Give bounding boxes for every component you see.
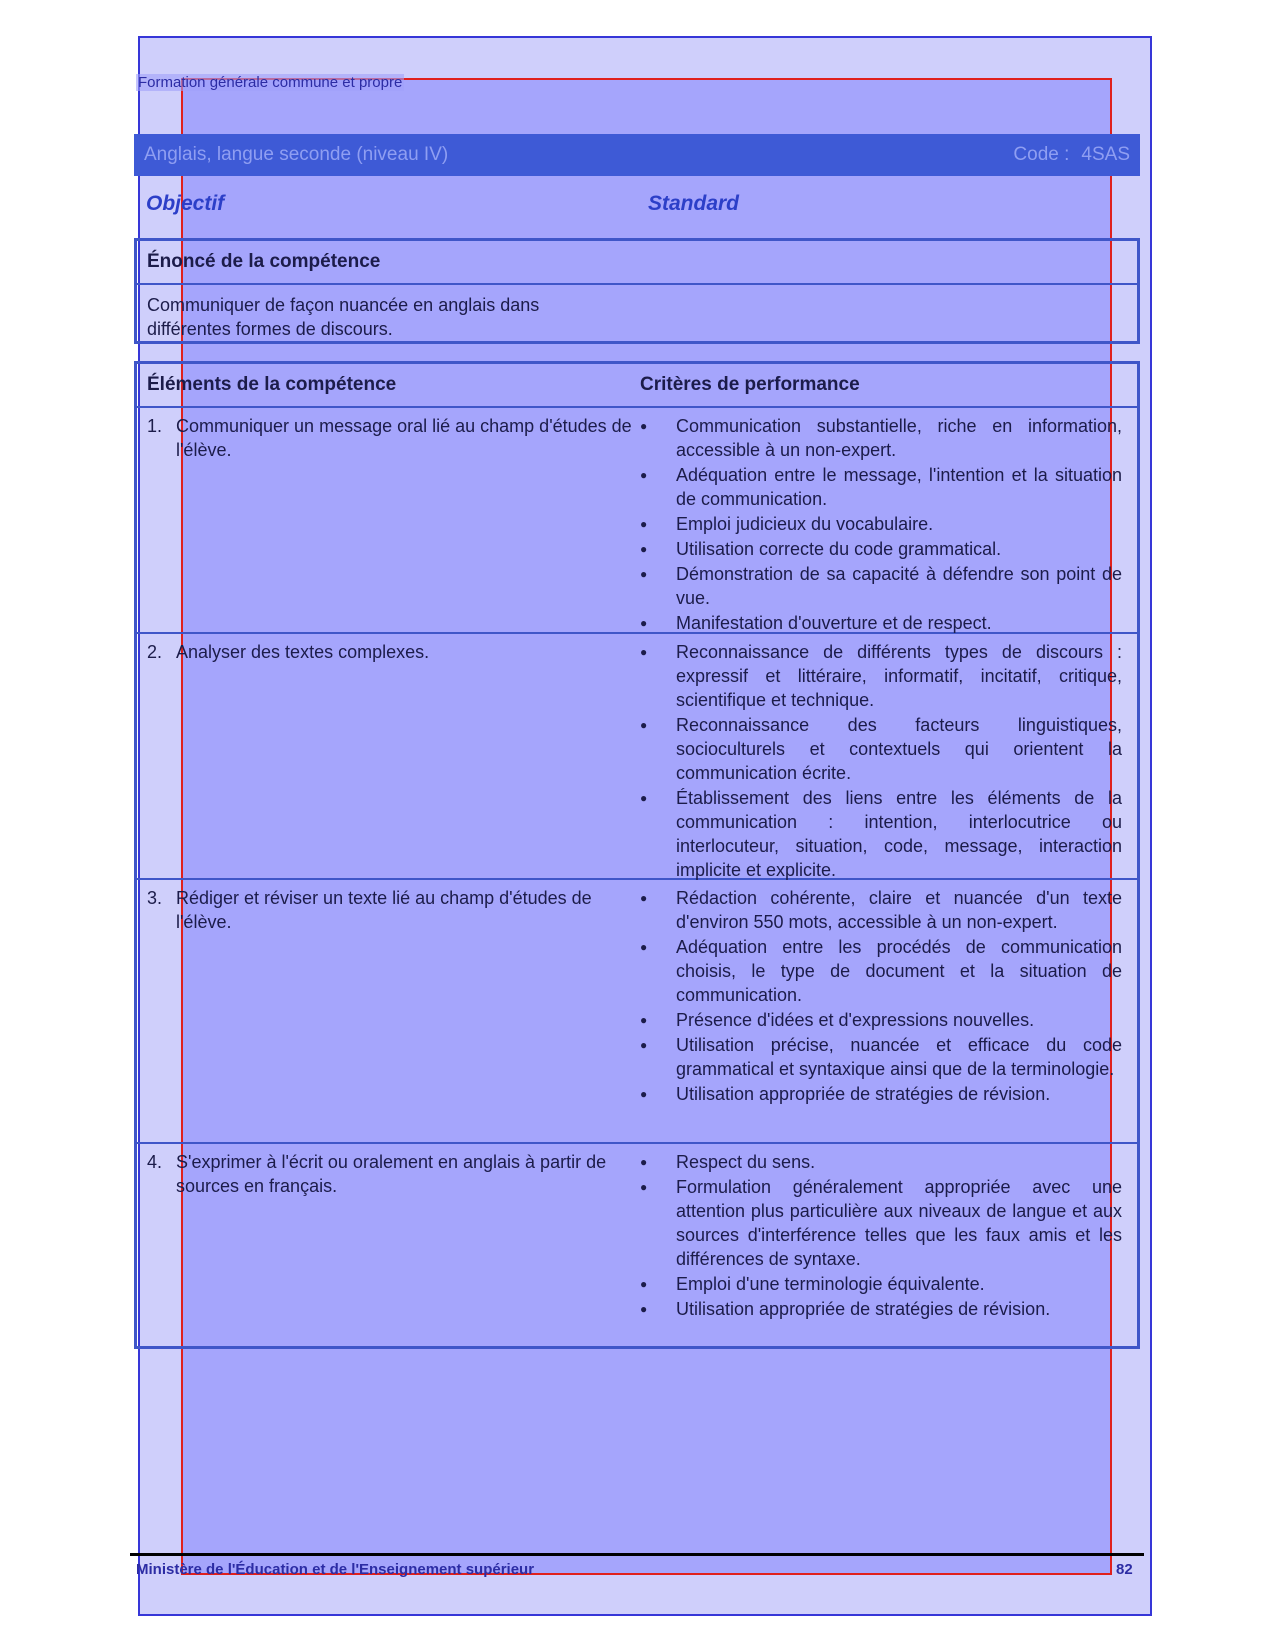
criterion-item bbox=[640, 1008, 1130, 1032]
element-cell bbox=[137, 640, 640, 878]
bullet-icon: ● bbox=[640, 1087, 648, 1101]
standard-label: Standard bbox=[648, 192, 740, 215]
element-cell bbox=[137, 414, 640, 632]
element-text: Communiquer un message oral lié au champ d'études de l'élève. bbox=[176, 416, 632, 460]
criterion-text: Utilisation correcte du code grammatical. bbox=[676, 539, 1002, 559]
element-number: 1. bbox=[147, 416, 163, 436]
criterion-item bbox=[640, 1082, 1130, 1106]
criterion-text: Communication substantielle, riche en information, accessible à un non-expert. bbox=[676, 416, 1122, 460]
course-code-value: 4SAS bbox=[1081, 144, 1130, 165]
bullet-icon: ● bbox=[640, 567, 648, 581]
criterion-item bbox=[640, 886, 1130, 934]
criterion-text: Démonstration de sa capacité à défendre son point de vue. bbox=[676, 564, 1122, 608]
element-cell bbox=[137, 1150, 640, 1322]
course-title-bar bbox=[134, 134, 1140, 176]
footer-ministry: Ministère de l'Éducation et de l'Enseignement supérieur bbox=[136, 1561, 535, 1578]
bullet-icon: ● bbox=[640, 791, 648, 805]
criterion-item bbox=[640, 1033, 1130, 1081]
criteria-cell bbox=[640, 640, 1130, 878]
bullet-icon: ● bbox=[640, 1302, 648, 1316]
criteria-cell bbox=[640, 414, 1130, 632]
table-row bbox=[137, 408, 1137, 634]
bullet-icon: ● bbox=[640, 1277, 648, 1291]
criteria-heading: Critères de performance bbox=[640, 374, 860, 395]
competence-box bbox=[134, 238, 1140, 344]
element-cell bbox=[137, 886, 640, 1142]
criterion-text: Utilisation précise, nuancée et efficace du code grammatical et syntaxique ainsi que de la terminologie. bbox=[676, 1035, 1122, 1079]
criterion-text: Établissement des liens entre les éléments de la communication : intention, interlocutrice ou interlocuteur, situation, code, message, interaction implicite et explicite. bbox=[676, 788, 1122, 880]
criterion-text: Utilisation appropriée de stratégies de révision. bbox=[676, 1084, 1051, 1104]
table-header bbox=[137, 364, 1137, 408]
criterion-item bbox=[640, 562, 1130, 610]
criterion-text: Emploi judicieux du vocabulaire. bbox=[676, 514, 934, 534]
competence-heading: Énoncé de la compétence bbox=[137, 241, 1137, 285]
criterion-text: Respect du sens. bbox=[676, 1152, 816, 1172]
criterion-item bbox=[640, 1175, 1130, 1271]
criterion-item bbox=[640, 1297, 1130, 1321]
criterion-item bbox=[640, 1272, 1130, 1296]
criterion-text: Rédaction cohérente, claire et nuancée d'un texte d'environ 550 mots, accessible à un non-expert. bbox=[676, 888, 1122, 932]
element-number: 4. bbox=[147, 1152, 163, 1172]
table-row bbox=[137, 880, 1137, 1144]
criteria-cell bbox=[640, 886, 1130, 1142]
bullet-icon: ● bbox=[640, 542, 648, 556]
element-number: 2. bbox=[147, 642, 163, 662]
criterion-item bbox=[640, 537, 1130, 561]
criterion-text: Reconnaissance de différents types de discours : expressif et littéraire, informatif, incitatif, critique, scientifique et technique. bbox=[676, 642, 1122, 710]
competence-table bbox=[134, 361, 1140, 1349]
criterion-item bbox=[640, 611, 1130, 635]
criterion-item bbox=[640, 713, 1130, 785]
criterion-item bbox=[640, 640, 1130, 712]
criterion-item bbox=[640, 512, 1130, 536]
element-text: Analyser des textes complexes. bbox=[176, 642, 430, 662]
objective-label: Objectif bbox=[146, 192, 225, 215]
running-head: Formation générale commune et propre bbox=[138, 74, 403, 91]
criterion-text: Adéquation entre les procédés de communication choisis, le type de document et la situation de communication. bbox=[676, 937, 1122, 1005]
bullet-icon: ● bbox=[640, 1013, 648, 1027]
criterion-text: Formulation généralement appropriée avec une attention plus particulière aux niveaux de langue et aux sources d'interférence telles que les faux amis et les différences de syntaxe. bbox=[676, 1177, 1122, 1269]
bullet-icon: ● bbox=[640, 940, 648, 954]
table-row bbox=[137, 634, 1137, 880]
table-body bbox=[137, 408, 1137, 1322]
criterion-text: Présence d'idées et d'expressions nouvelles. bbox=[676, 1010, 1035, 1030]
criteria-cell bbox=[640, 1150, 1130, 1322]
criterion-text: Manifestation d'ouverture et de respect. bbox=[676, 613, 992, 633]
course-title: Anglais, langue seconde (niveau IV) bbox=[144, 144, 449, 165]
footer-rule bbox=[130, 1553, 1144, 1556]
bullet-icon: ● bbox=[640, 891, 648, 905]
element-text: Rédiger et réviser un texte lié au champ d'études de l'élève. bbox=[176, 888, 592, 932]
criterion-text: Adéquation entre le message, l'intention et la situation de communication. bbox=[676, 465, 1122, 509]
criterion-item bbox=[640, 463, 1130, 511]
criterion-text: Emploi d'une terminologie équivalente. bbox=[676, 1274, 985, 1294]
bullet-icon: ● bbox=[640, 517, 648, 531]
bullet-icon: ● bbox=[640, 718, 648, 732]
course-code bbox=[1013, 144, 1130, 166]
criterion-text: Utilisation appropriée de stratégies de révision. bbox=[676, 1299, 1051, 1319]
criterion-item bbox=[640, 414, 1130, 462]
bullet-icon: ● bbox=[640, 616, 648, 630]
table-row bbox=[137, 1144, 1137, 1322]
bullet-icon: ● bbox=[640, 1038, 648, 1052]
criterion-text: Reconnaissance des facteurs linguistiques, socioculturels et contextuels qui orientent la communication écrite. bbox=[676, 715, 1122, 783]
criterion-item bbox=[640, 1150, 1130, 1174]
elements-heading: Éléments de la compétence bbox=[147, 374, 397, 395]
element-number: 3. bbox=[147, 888, 163, 908]
bullet-icon: ● bbox=[640, 1180, 648, 1194]
course-code-label: Code : bbox=[1013, 144, 1070, 165]
competence-text: Communiquer de façon nuancée en anglais dans différentes formes de discours. bbox=[147, 295, 540, 339]
bullet-icon: ● bbox=[640, 645, 648, 659]
bullet-icon: ● bbox=[640, 468, 648, 482]
criterion-item bbox=[640, 786, 1130, 882]
element-text: S'exprimer à l'écrit ou oralement en anglais à partir de sources en français. bbox=[176, 1152, 607, 1196]
page-number: 82 bbox=[1116, 1561, 1133, 1578]
criterion-item bbox=[640, 935, 1130, 1007]
bullet-icon: ● bbox=[640, 419, 648, 433]
bullet-icon: ● bbox=[640, 1155, 648, 1169]
